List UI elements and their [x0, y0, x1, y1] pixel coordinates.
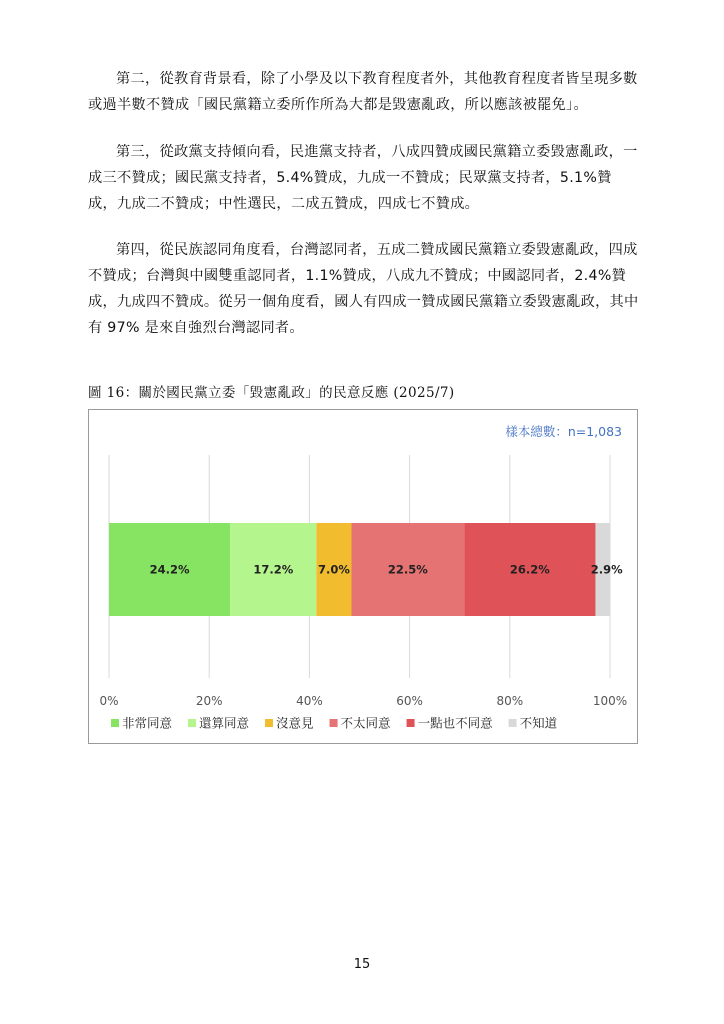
paragraph-identity: 第四，從民族認同角度看，台灣認同者，五成二贊成國民黨籍立委毀憲亂政，四成不贊成；台灣與中國雙重認同者，1.1%贊成，八成九不贊成；中國認同者，2.4%贊成，九成四不贊成。從另一個角度看，國人有四成一贊成國民黨籍立委毀憲亂政，其中有 97% 是來自強烈台灣認同者。: [88, 242, 639, 336]
x-tick-label: 100%: [592, 694, 628, 708]
legend-label: 不知道: [519, 715, 558, 731]
x-tick-label: 40%: [296, 694, 323, 708]
legend-swatch: [188, 719, 196, 727]
legend-swatch: [407, 719, 415, 727]
legend-swatch: [330, 719, 338, 727]
legend-swatch: [111, 719, 119, 727]
data-label: 26.2%: [509, 562, 550, 577]
data-label: 7.0%: [317, 562, 350, 577]
chart-frame: [88, 409, 638, 744]
x-tick-label: 60%: [396, 694, 423, 708]
legend-label: 還算同意: [199, 715, 250, 731]
sample-size-note: 樣本總數：n=1,083: [505, 424, 622, 439]
figure-caption: 圖 16：關於國民黨立委「毀憲亂政」的民意反應 (2025/7): [88, 385, 455, 401]
legend-label: 一點也不同意: [417, 715, 493, 731]
data-label: 2.9%: [590, 562, 623, 577]
x-tick-label: 0%: [99, 694, 119, 708]
x-tick-label: 20%: [195, 694, 223, 708]
legend-label: 沒意見: [276, 715, 314, 731]
paragraph-education: 第二，從教育背景看，除了小學及以下教育程度者外，其他教育程度者皆呈現多數或過半數不贊成「國民黨籍立委所作所為大都是毀憲亂政，所以應該被罷免」。: [88, 71, 638, 113]
data-label: 17.2%: [253, 562, 294, 577]
stacked-bar-chart: [89, 410, 637, 743]
legend-swatch: [265, 719, 273, 727]
data-label: 24.2%: [149, 562, 190, 577]
page-number: 15: [353, 957, 371, 972]
legend-label: 非常同意: [122, 715, 173, 731]
legend-label: 不太同意: [340, 715, 391, 731]
paragraph-party: 第三，從政黨支持傾向看，民進黨支持者，八成四贊成國民黨籍立委毀憲亂政，一成三不贊成；國民黨支持者，5.4%贊成，九成一不贊成；民眾黨支持者，5.1%贊成，九成二不贊成；中性選民，二成五贊成，四成七不贊成。: [88, 144, 638, 212]
data-label: 22.5%: [387, 562, 428, 577]
legend-swatch: [509, 719, 517, 727]
x-tick-label: 80%: [496, 694, 524, 708]
